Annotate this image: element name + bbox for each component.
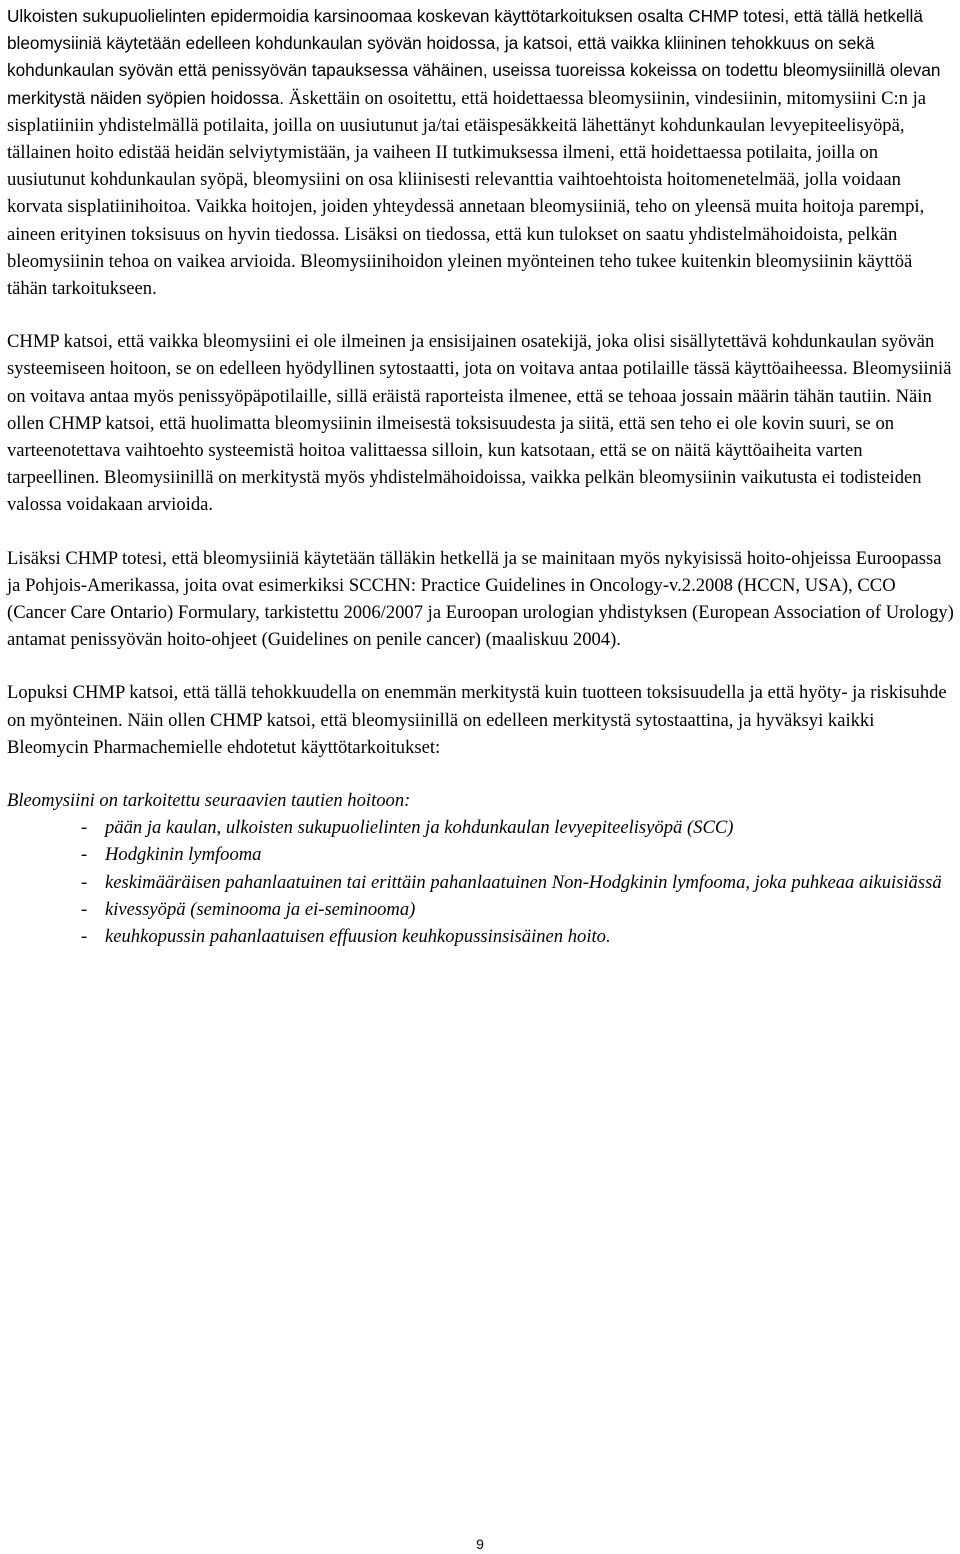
indication-item — [7, 814, 960, 841]
indications-list — [7, 814, 957, 950]
indication-text: keskimääräisen pahanlaatuinen tai erittäin pahanlaatuinen Non-Hodgkinin lymfooma, joka puhkeaa aikuisiässä — [105, 871, 942, 893]
list-dash: - — [81, 926, 88, 948]
indications-intro: Bleomysiini on tarkoitettu seuraavien tautien hoitoon: — [7, 790, 411, 812]
indication-item — [7, 869, 960, 896]
paragraph-1 — [7, 3, 957, 302]
indication-text: keuhkopussin pahanlaatuisen effuusion keuhkopussinsisäinen hoito. — [105, 926, 611, 948]
list-dash: - — [81, 898, 88, 920]
indication-item — [7, 841, 960, 868]
list-dash: - — [81, 817, 88, 839]
page-number: 9 — [476, 1536, 484, 1552]
paragraph-gap — [7, 302, 957, 328]
paragraph-3: Lisäksi CHMP totesi, että bleomysiiniä käytetään tälläkin hetkellä ja se mainitaan myös nykyisissä hoito-ohjeissa Euroopassa ja Pohjois-Amerikassa, joita ovat esimerkiksi SCCHN: Practice Guidelines in Oncology-v.2.2008 (HCCN, USA), CCO (Cancer Care Ontario) Formulary, tarkistettu 2006/2007 ja Euroopan urologian yhdistyksen (European Association of Urology) antamat penissyövän hoito-ohjeet (Guidelines on penile cancer) (maaliskuu 2004). — [7, 547, 954, 651]
paragraph-1-sans-text: Ulkoisten sukupuolielinten epidermoidia karsinoomaa koskevan käyttötarkoituksen osalta CHMP totesi, että tällä hetkellä bleomysiiniä käytetään edelleen kohdunkaulan syövän hoidossa, ja katsoi, että vaikka kliininen tehokkuus on sekä kohdunkaulan syövän että penissyövän tapauksessa vähäinen, useissa tuoreissa kokeissa on todettu bleomysiinillä olevan merkitystä näiden syöpien hoidossa. — [7, 6, 941, 108]
list-dash: - — [81, 844, 88, 866]
indication-item — [7, 923, 960, 950]
indication-text: pään ja kaulan, ulkoisten sukupuolielinten ja kohdunkaulan levyepiteelisyöpä (SCC) — [105, 817, 734, 839]
paragraph-gap — [7, 519, 957, 545]
indication-text: Hodgkinin lymfooma — [105, 844, 262, 866]
indication-item — [7, 896, 960, 923]
paragraph-gap — [7, 761, 957, 787]
paragraph-4: Lopuksi CHMP katsoi, että tällä tehokkuudella on enemmän merkitystä kuin tuotteen toksisuudella ja että hyöty- ja riskisuhde on myönteinen. Näin ollen CHMP katsoi, että bleomysiinillä on edelleen merkitystä sytostaattina, ja hyväksyi kaikki Bleomycin Pharmachemielle ehdotetut käyttötarkoitukset: — [7, 682, 947, 758]
indication-text: kivessyöpä (seminooma ja ei-seminooma) — [105, 898, 416, 920]
list-dash: - — [81, 871, 88, 893]
paragraph-1-serif-text: Äskettäin on osoitettu, että hoidettaessa bleomysiinin, vindesiinin, mitomysiini C:n ja sisplatiiniin yhdistelmällä potilaita, joilla on uusiutunut ja/tai etäispesäkkeitä lähettänyt kohdunkaulan levyepiteelisyöpä, tällainen hoito edistää heidän selviytymistään, ja vaiheen II tutkimuksessa ilmeni, että hoidettaessa potilaita, joilla on uusiutunut kohdunkaulan syöpä, bleomysiini on osa kliinisesti relevanttia vaihtoehtoista hoitomenetelmää, jolla voidaan korvata sisplatiinihoitoa. Vaikka hoitojen, joiden yhteydessä annetaan bleomysiiniä, teho on yleensä muita hoitoja parempi, aineen erityinen toksisuus on hyvin tiedossa. Lisäksi on tiedossa, että kun tulokset on saatu yhdistelmähoidoista, pelkän bleomysiinin tehoa on vaikea arvioida. Bleomysiinihoidon yleinen myönteinen teho tukee kuitenkin bleomysiinin käyttöä tähän tarkoitukseen. — [7, 87, 927, 300]
paragraph-2: CHMP katsoi, että vaikka bleomysiini ei ole ilmeinen ja ensisijainen osatekijä, joka olisi sisällytettävä kohdunkaulan syövän systeemiseen hoitoon, se on edelleen hyödyllinen sytostaatti, jota on voitava antaa potilaille tässä käyttöaiheessa. Bleomysiiniä on voitava antaa myös penissyöpäpotilaille, sillä eräistä raporteista ilmenee, että se tehoaa jossain määrin tähän tautiin. Näin ollen CHMP katsoi, että huolimatta bleomysiinin ilmeisestä toksisuudesta ja siitä, että sen teho ei ole kovin suuri, se on varteenotettava vaihtoehto systeemistä hoitoa valittaessa silloin, kun katsotaan, että se on näitä käyttöaiheita varten tarpeellinen. Bleomysiinillä on merkitystä myös yhdistelmähoidoissa, vaikka pelkän bleomysiinin vaikutusta ei todisteiden valossa voidakaan arvioida. — [7, 331, 952, 516]
paragraph-gap — [7, 653, 957, 679]
document-page — [7, 3, 957, 950]
